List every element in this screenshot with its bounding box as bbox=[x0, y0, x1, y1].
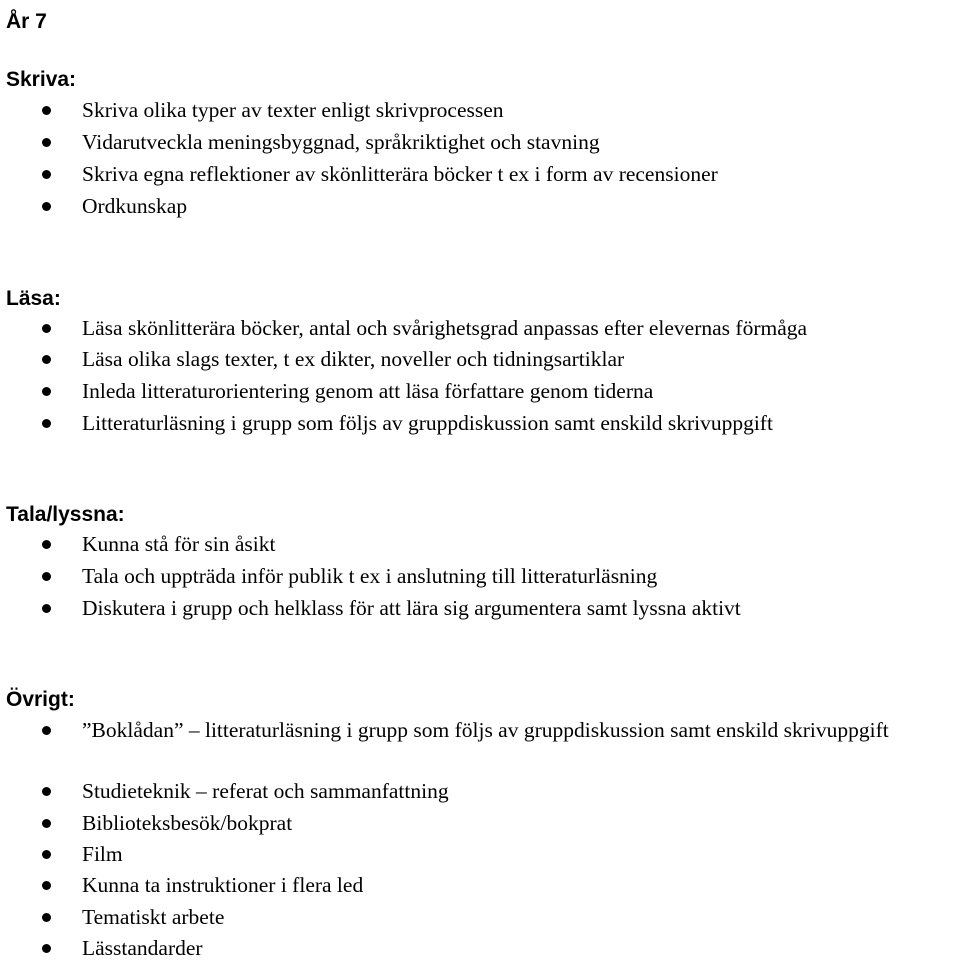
bullet-icon bbox=[42, 355, 51, 364]
list-item-text: Vidarutveckla meningsbyggnad, språkriktighet och stavning bbox=[82, 130, 600, 154]
list-item-text: Lässtandarder bbox=[82, 936, 203, 960]
bullet-icon bbox=[42, 419, 51, 428]
list-item-text: Diskutera i grupp och helklass för att lära sig argumentera samt lyssna aktivt bbox=[82, 596, 741, 620]
bullet-icon bbox=[42, 106, 51, 115]
list-item-text: Film bbox=[82, 842, 123, 866]
list-item-text: Läsa skönlitterära böcker, antal och svårighetsgrad anpassas efter elevernas förmåga bbox=[82, 316, 808, 340]
bullet-icon bbox=[42, 726, 51, 735]
list-item-text: Tala och uppträda inför publik t ex i anslutning till litteraturläsning bbox=[82, 564, 658, 588]
list-item-text: Inleda litteraturorientering genom att läsa författare genom tiderna bbox=[82, 379, 654, 403]
bullet-icon bbox=[42, 170, 51, 179]
page-title: År 7 bbox=[6, 10, 47, 33]
section-heading-skriva: Skriva: bbox=[6, 68, 77, 91]
bullet-icon bbox=[42, 572, 51, 581]
list-item-text: Ordkunskap bbox=[82, 194, 188, 218]
list-item-text: ”Boklådan” – litteraturläsning i grupp som följs av gruppdiskussion samt enskild skrivuppgift bbox=[82, 718, 889, 742]
list-item-text: Läsa olika slags texter, t ex dikter, noveller och tidningsartiklar bbox=[82, 347, 625, 371]
bullet-icon bbox=[42, 604, 51, 613]
bullet-icon bbox=[42, 324, 51, 333]
bullet-icon bbox=[42, 913, 51, 922]
list-item-text: Skriva egna reflektioner av skönlitterära böcker t ex i form av recensioner bbox=[82, 162, 718, 186]
list-item-text: Studieteknik – referat och sammanfattning bbox=[82, 779, 449, 803]
list-item-text: Kunna stå för sin åsikt bbox=[82, 532, 276, 556]
bullet-icon bbox=[42, 944, 51, 953]
section-heading-tala-lyssna: Tala/lyssna: bbox=[6, 503, 125, 526]
bullet-icon bbox=[42, 850, 51, 859]
section-heading-ovrigt: Övrigt: bbox=[6, 688, 75, 711]
bullet-icon bbox=[42, 881, 51, 890]
bullet-icon bbox=[42, 819, 51, 828]
section-heading-lasa: Läsa: bbox=[6, 287, 61, 310]
list-item-text: Biblioteksbesök/bokprat bbox=[82, 811, 293, 835]
list-item-text: Tematiskt arbete bbox=[82, 905, 225, 929]
list-item-text: Kunna ta instruktioner i flera led bbox=[82, 873, 364, 897]
bullet-icon bbox=[42, 387, 51, 396]
bullet-icon bbox=[42, 138, 51, 147]
bullet-icon bbox=[42, 540, 51, 549]
bullet-icon bbox=[42, 787, 51, 796]
list-item-text: Litteraturläsning i grupp som följs av gruppdiskussion samt enskild skrivuppgift bbox=[82, 411, 773, 435]
bullet-icon bbox=[42, 202, 51, 211]
list-item-text: Skriva olika typer av texter enligt skrivprocessen bbox=[82, 98, 504, 122]
